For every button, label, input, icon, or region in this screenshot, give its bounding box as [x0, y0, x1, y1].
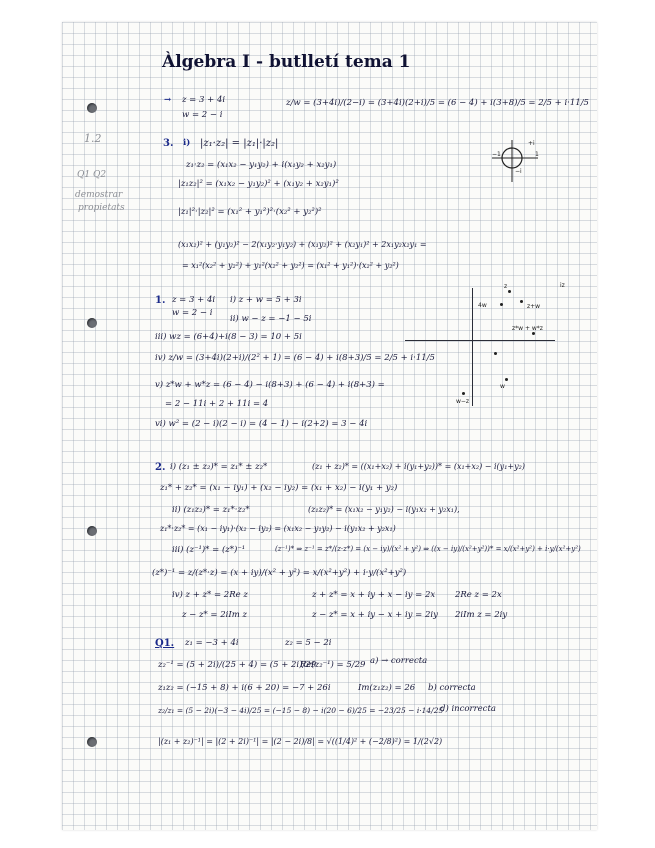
equation: iii) (z⁻¹)* = (z*)⁻¹ — [172, 545, 246, 555]
arrow-icon: → — [164, 95, 172, 105]
equation: (z₁ + z₂)* = ((x₁+x₂) + i(y₁+y₂))* = (x₁+x₂) − i(y₁+y₂) — [312, 462, 525, 471]
plot-point — [462, 392, 465, 395]
equation: (z*)⁻¹ = z/(z*·z) = (x + iy)/(x² + y²) = x/(x²+y²) + i·y/(x²+y²) — [152, 568, 407, 578]
answer: d) incorrecta — [440, 704, 496, 714]
equation: ii) (z₁z₂)* = z₁*·z₂* — [172, 505, 250, 515]
equation: Im(z₁z₂) = 26 — [358, 683, 416, 693]
plot-point — [494, 352, 497, 355]
exercise-number: 3. — [163, 138, 174, 149]
margin-note: 1.2 — [84, 132, 102, 145]
plot-label: 4w — [478, 302, 487, 309]
circle-label: −i — [515, 168, 522, 175]
binder-hole — [87, 737, 97, 747]
plot-label: z — [504, 283, 508, 290]
exercise-number: 1. — [155, 295, 166, 306]
exercise-number: Q1. — [155, 638, 175, 649]
circle-label: 1 — [535, 151, 539, 158]
equation: z₂ = 5 − 2i — [285, 638, 332, 648]
equation: z₂/z₁ = (5 − 2i)(−3 − 4i)/25 = (−15 − 8) − i(20 − 6)/25 = −23/25 − i·14/25 — [158, 706, 444, 715]
equation: Re(z₂⁻¹) = 5/29 — [300, 660, 366, 670]
plot-label: iz — [560, 282, 565, 289]
binder-hole — [87, 318, 97, 328]
equation: z₁*·z₂* = (x₁ − iy₁)·(x₂ − iy₂) = (x₁x₂ − y₁y₂) − i(y₁x₂ + y₂x₁) — [160, 524, 396, 533]
plot-label: w−z — [456, 398, 470, 405]
equation: ii) w − z = −1 − 5i — [230, 314, 312, 324]
plot-point — [500, 303, 503, 306]
x-axis — [405, 340, 555, 341]
plot-point — [505, 378, 508, 381]
plot-label: z*w + w*z — [512, 325, 543, 332]
exercise-number: 2. — [155, 462, 166, 473]
equation: v) z*w + w*z = (6 − 4) − i(8+3) + (6 − 4) + i(8+3) = — [155, 380, 385, 390]
equation: iii) wz = (6+4)+i(8 − 3) = 10 + 5i — [155, 332, 302, 342]
equation: z + z* = x + iy + x − iy = 2x — [312, 590, 436, 600]
equation: |z₁z₂|² = (x₁x₂ − y₁y₂)² + (x₁y₂ + x₂y₁)² — [178, 179, 339, 189]
equation: = 2 − 11i + 2 + 11i = 4 — [165, 399, 269, 409]
equation: (z₁z₂)* = (x₁x₂ − y₁y₂) − i(y₁x₂ + y₂x₁), — [308, 505, 460, 514]
circle-label: −1 — [492, 151, 501, 158]
margin-note: Q1 Q2 — [77, 170, 107, 180]
equation: z₁z₂ = (−15 + 8) + i(6 + 20) = −7 + 26i — [158, 683, 331, 693]
equation: z = 3 + 4i — [172, 295, 216, 305]
equation: |(z₁ + z₂)⁻¹| = |(2 + 2i)⁻¹| = |(2 − 2i)/8| = √((1/4)² + (−2/8)²) = 1/(2√2) — [158, 737, 443, 746]
equation: (x₁x₂)² + (y₁y₂)² − 2(x₁y₂·y₁y₂) + (x₁y₂)² + (x₂y₁)² + 2x₁y₂x₂y₁ = — [178, 240, 427, 249]
binder-hole — [87, 526, 97, 536]
answer: b) correcta — [428, 683, 476, 693]
plot-point — [520, 300, 523, 303]
y-axis — [472, 288, 473, 406]
equation: z₂⁻¹ = (5 + 2i)/(25 + 4) = (5 + 2i)/29 — [158, 660, 317, 670]
equation: w = 2 − i — [182, 110, 223, 120]
equation: iv) z/w = (3+4i)(2+i)/(2² + 1) = (6 − 4) + i(8+3)/5 = 2/5 + i·11/5 — [155, 353, 435, 363]
plot-point — [508, 290, 511, 293]
equation: i) z + w = 5 + 3i — [230, 295, 302, 305]
circle-label: +i — [528, 140, 535, 147]
equation: iv) z + z* = 2Re z — [172, 590, 248, 600]
equation: i) (z₁ ± z₂)* = z₁* ± z₂* — [170, 462, 268, 472]
equation: vi) w² = (2 − i)(2 − i) = (4 − 1) − i(2+2) = 3 − 4i — [155, 419, 368, 429]
part-label: i) — [183, 138, 191, 148]
margin-note: propietats — [78, 203, 125, 213]
plot-label: z+w — [527, 303, 541, 310]
plot-label: w — [500, 383, 505, 390]
equation: (z⁻¹)* ⇒ z⁻¹ = z*/(z·z*) = (x − iy)/(x² + y²) ⇒ ((x − iy)/(x²+y²))* = x/(x²+y²) + i·y/(x²+y²) — [275, 545, 581, 553]
unit-circle-diagram — [488, 138, 548, 188]
equation: z₁·z₂ = (x₁x₂ − y₁y₂) + i(x₁y₂ + x₂y₁) — [186, 160, 337, 170]
equation: z − z* = x + iy − x + iy = 2iy — [312, 610, 438, 620]
equation: |z₁|²·|z₂|² = (x₁² + y₁²)²·(x₂² + y₂²)² — [178, 207, 322, 217]
page-title: Àlgebra I - butlletí tema 1 — [162, 52, 411, 72]
equation: = x₁²(x₂² + y₂²) + y₁²(x₂² + y₂²) = (x₁² + y₁²)·(x₂² + y₂²) — [182, 261, 399, 270]
binder-hole — [87, 103, 97, 113]
equation: z − z* = 2iIm z — [182, 610, 247, 620]
margin-note: demostrar — [75, 190, 123, 200]
equation: z₁* + z₂* = (x₁ − iy₁) + (x₂ − iy₂) = (x₁ + x₂) − i(y₁ + y₂) — [160, 483, 398, 493]
answer: a) → correcta — [370, 656, 428, 666]
equation: z = 3 + 4i — [182, 95, 226, 105]
equation: |z₁·z₂| = |z₁|·|z₂| — [200, 138, 279, 149]
equation: 2iIm z = 2iy — [455, 610, 508, 620]
equation: z₁ = −3 + 4i — [185, 638, 239, 648]
equation: z/w = (3+4i)/(2−i) = (3+4i)(2+i)/5 = (6 − 4) + i(3+8)/5 = 2/5 + i·11/5 — [286, 98, 589, 108]
equation: 2Re z = 2x — [455, 590, 502, 600]
plot-point — [532, 332, 535, 335]
equation: w = 2 − i — [172, 308, 213, 318]
